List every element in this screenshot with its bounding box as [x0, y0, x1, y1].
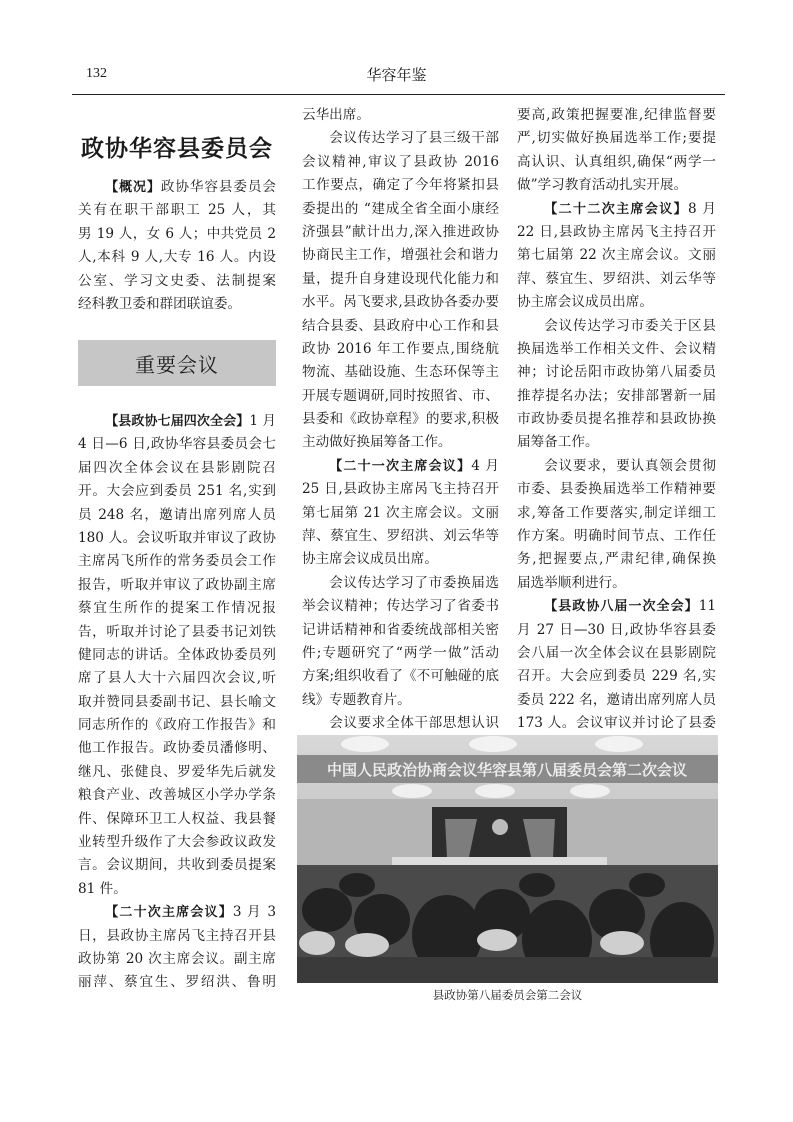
text-line: [78, 223, 276, 246]
line-text: 件、保障环卫工人权益、我县餐: [78, 810, 276, 827]
line-text: 4 月: [471, 457, 499, 474]
text-line: [78, 293, 276, 316]
text-line: [78, 761, 276, 784]
paragraph-heading: 【二十二次主席会议】: [544, 201, 689, 217]
line-text: 协主席会议成员出席。: [302, 551, 438, 568]
paragraph-heading: 【二十次主席会议】: [105, 905, 233, 921]
text-line: [78, 971, 276, 994]
text-line: [78, 457, 276, 480]
line-text: 主席呙飞所作的常务委员会工作: [78, 553, 276, 570]
line-text: 员 248 名，邀请出席列席人员: [78, 506, 276, 523]
line-text: 记讲话精神和省委统战部相关密: [302, 621, 499, 638]
text-line: [517, 151, 716, 174]
text-line: [78, 550, 276, 573]
text-line: [78, 527, 276, 550]
text-line: [302, 408, 499, 431]
line-text: 会议要求，要认真领会贯彻: [544, 457, 716, 474]
text-line: [78, 808, 276, 831]
text-line: [302, 174, 499, 197]
line-text: 会议传达学习市委关于区县: [544, 317, 716, 334]
line-text: 第七届第 22 次主席会议。文丽: [517, 247, 716, 264]
text-line: [517, 385, 716, 408]
line-text: 他工作报告。政协委员潘修明、: [78, 740, 276, 757]
text-line: [78, 714, 276, 737]
line-text: 同志所作的《政府工作报告》和: [78, 717, 276, 734]
text-line: [302, 151, 499, 174]
text-line: [517, 127, 716, 150]
text-line: [302, 268, 499, 291]
text-line: [78, 270, 276, 293]
text-line: [302, 221, 499, 244]
subsection-heading: 重要会议: [78, 340, 276, 386]
line-text: 3 月 3: [232, 904, 276, 921]
text-line: [517, 712, 716, 735]
line-text: 结合县委、县政府中心工作和县: [302, 317, 499, 334]
text-line: [302, 619, 499, 642]
text-line: [302, 431, 499, 454]
line-text: 丽萍、蔡宜生、罗绍洪、鲁明: [78, 974, 276, 991]
text-line: [302, 689, 499, 712]
line-text: 线》专题教育片。: [302, 691, 411, 708]
text-line: [78, 621, 276, 644]
text-line: [517, 221, 716, 244]
text-line: [517, 338, 716, 361]
meeting-photo: [297, 735, 718, 983]
line-text: 严,切实做好换届选举工作;要提: [517, 130, 716, 147]
text-line: [302, 665, 499, 688]
meeting-hall-image: [297, 735, 718, 983]
text-line: [78, 644, 276, 667]
text-line: [302, 315, 499, 338]
text-line: [302, 572, 499, 595]
line-text: 举会议精神；传达学习了省委书: [302, 598, 499, 615]
line-text: 会议传达学习了市委换届选: [329, 574, 499, 591]
text-line: [517, 431, 716, 454]
line-text: 人,本科 9 人,大专 16 人。内设: [78, 249, 276, 266]
line-text: 81 件。: [78, 880, 127, 897]
text-line: [302, 338, 499, 361]
page-number: 132: [86, 66, 107, 81]
text-line: [517, 408, 716, 431]
text-line: [517, 525, 716, 548]
line-text: 萍、蔡宜生、罗绍洪、刘云华等: [302, 528, 499, 545]
line-text: 25 日,县政协主席呙飞主持召开: [302, 481, 499, 498]
text-line: [517, 548, 716, 571]
line-text: 经科教卫委和群团联谊委。: [78, 295, 242, 312]
line-text: 会议要求全体干部思想认识: [329, 715, 499, 732]
line-text: 取并赞同县委副书记、县长喻文: [78, 693, 276, 710]
text-line: [78, 854, 276, 877]
line-text: 会议精神,审议了县政协 2016: [302, 153, 499, 170]
line-text: 8 月: [688, 200, 716, 217]
text-line: [78, 737, 276, 760]
line-text: 公室、学习文史委、法制提案: [78, 272, 276, 289]
line-text: 届筹备工作。: [517, 434, 599, 451]
line-text: 做”学习教育活动扎实开展。: [517, 177, 688, 194]
line-text: 政协第 20 次主席会议。副主席: [78, 950, 276, 967]
text-line: [517, 595, 716, 618]
line-text: 4 日—6 日,政协华容县委员会七: [78, 436, 276, 453]
line-text: 水平。呙飞要求,县政协各委办要: [302, 294, 499, 311]
line-text: 市政协委员提名推荐和县政协换: [517, 411, 716, 428]
line-text: 高认识、认真组织,确保“两学一: [517, 153, 716, 170]
text-line: [302, 104, 499, 127]
line-text: 继凡、张健良、罗爱华先后就发: [78, 763, 276, 780]
text-line: [78, 925, 276, 948]
line-text: 业转型升级作了大会参政议政发: [78, 834, 276, 851]
text-line: [78, 667, 276, 690]
chandelier-icon: [469, 736, 517, 752]
paragraph-heading: 【县政协八届一次全会】: [544, 599, 699, 615]
text-line: [517, 198, 716, 221]
line-text: 政协 2016 年工作要点,围绕航: [302, 340, 499, 357]
text-line: [78, 433, 276, 456]
text-line: [517, 572, 716, 595]
text-line: [302, 361, 499, 384]
line-text: 件;专题研究了“两学一做”活动: [302, 644, 499, 661]
line-text: 180 人。会议听取并审议了政协: [78, 529, 276, 546]
line-text: 云华出席。: [302, 107, 370, 123]
text-line: [302, 478, 499, 501]
line-text: 济强县”献计出力,深入推进政协: [302, 223, 499, 240]
text-line: [78, 901, 276, 924]
text-line: [517, 291, 716, 314]
line-text: 工作要点，确定了今年将紧扣县: [302, 177, 499, 194]
line-text: 男 19 人，女 6 人；中共党员 2: [78, 225, 276, 242]
text-line: [78, 199, 276, 222]
text-line: [78, 410, 276, 433]
line-text: 蔡宜生所作的提案工作情况报: [78, 600, 276, 617]
line-text: 务,把握要点,严肃纪律,确保换: [517, 551, 716, 568]
line-text: 方案;组织收看了《不可触碰的底: [302, 668, 499, 685]
text-line: [517, 665, 716, 688]
line-text: 作方案。明确时间节点、工作任: [517, 528, 716, 545]
line-text: 1 月: [249, 413, 276, 429]
text-line: [78, 574, 276, 597]
text-line: [302, 198, 499, 221]
text-line: [78, 691, 276, 714]
text-line: [302, 595, 499, 618]
line-text: 会八届一次全体会议在县影剧院: [517, 644, 716, 661]
line-text: 量，提升自身建设现代化能力和: [302, 270, 499, 287]
line-text: 萍、蔡宜生、罗绍洪、刘云华等: [517, 270, 716, 287]
line-text: 月 27 日—30 日,政协华容县委: [517, 621, 716, 638]
line-text: 言。会议期间，共收到委员提案: [78, 857, 276, 874]
line-text: 协商民主工作，增强社会和谐力: [302, 247, 499, 264]
text-line: [78, 176, 276, 199]
line-text: 县委和《政协章程》的要求,积极: [302, 411, 499, 428]
line-text: 会议传达学习了县三级干部: [329, 130, 499, 147]
text-line: [302, 525, 499, 548]
text-line: [302, 548, 499, 571]
text-line: [302, 291, 499, 314]
chandelier-icon: [341, 736, 389, 752]
text-line: [302, 127, 499, 150]
text-line: [78, 831, 276, 854]
line-text: 政协华容县委员会: [160, 179, 276, 195]
chandelier-icon: [595, 736, 643, 752]
line-text: 173 人。会议审议并讨论了县委: [517, 715, 716, 732]
line-text: 席了县人大十六届四次会议,听: [78, 670, 276, 687]
photo-caption: 县政协第八届委员会第二会议: [432, 988, 583, 1002]
line-text: 关有在职干部职工 25 人，其: [78, 202, 276, 219]
line-text: 粮食产业、改善城区小学办学条: [78, 787, 276, 804]
text-line: [302, 385, 499, 408]
column-3: [517, 104, 716, 736]
line-text: 委提出的 “建成全省全面小康经: [302, 200, 499, 217]
line-text: 开。大会应到委员 251 名,实到: [78, 483, 276, 500]
text-line: [78, 246, 276, 269]
text-line: [302, 502, 499, 525]
paragraph-heading: 【二十一次主席会议】: [329, 458, 472, 474]
text-line: [78, 878, 276, 901]
line-text: 换届选举工作相关文件、会议精: [517, 340, 716, 357]
text-line: [517, 478, 716, 501]
section-title: 政协华容县委员会: [81, 135, 273, 162]
line-text: 要高,政策把握要准,纪律监督要: [517, 107, 716, 123]
line-text: 届选举顺利进行。: [517, 574, 626, 591]
text-line: [302, 712, 499, 735]
line-text: 届四次全体会议在县影剧院召: [78, 459, 276, 476]
line-text: 22 日,县政协主席呙飞主持召开: [517, 223, 716, 240]
text-line: [517, 268, 716, 291]
column-1: [78, 410, 276, 995]
intro-paragraph: [78, 176, 276, 316]
line-text: 健同志的讲话。全体政协委员列: [78, 646, 276, 663]
text-line: [78, 948, 276, 971]
text-line: [302, 642, 499, 665]
text-line: [78, 597, 276, 620]
text-line: [302, 455, 499, 478]
text-line: [517, 689, 716, 712]
text-line: [78, 784, 276, 807]
line-text: 委员 222 名，邀请出席列席人员: [517, 691, 716, 708]
header-rule: [72, 94, 725, 95]
line-text: 召开。大会应到委员 229 名,实: [517, 668, 716, 685]
line-text: 推荐提名办法；安排部署新一届: [517, 387, 716, 404]
line-text: 告，听取并讨论了县委书记刘铁: [78, 623, 276, 640]
line-text: 开展专题调研,同时按照省、市、: [302, 387, 499, 404]
text-line: [517, 619, 716, 642]
text-line: [517, 361, 716, 384]
line-text: 协主席会议成员出席。: [517, 294, 653, 311]
text-line: [302, 244, 499, 267]
text-line: [517, 244, 716, 267]
text-line: [78, 480, 276, 503]
line-text: 11: [698, 598, 716, 615]
banner-text: 中国人民政治协商会议华容县第八届委员会第二次会议: [326, 761, 688, 779]
line-text: 报告，听取并审议了政协副主席: [78, 576, 276, 593]
line-text: 第七届第 21 次主席会议。文丽: [302, 504, 499, 521]
text-line: [78, 504, 276, 527]
text-line: [517, 315, 716, 338]
running-title: 华容年鉴: [366, 66, 427, 84]
line-text: 求,筹备工作要落实,制定详细工: [517, 504, 716, 521]
text-line: [517, 502, 716, 525]
text-line: [517, 642, 716, 665]
paragraph-heading: 【概况】: [105, 180, 161, 195]
line-text: 市委、县委换届选举工作精神要: [517, 481, 716, 498]
column-2: [302, 104, 499, 736]
text-line: [517, 104, 716, 127]
text-line: [517, 455, 716, 478]
line-text: 主动做好换届筹备工作。: [302, 434, 452, 451]
line-text: 物流、基础设施、生态环保等主: [302, 364, 499, 381]
paragraph-heading: 【县政协七届四次全会】: [105, 414, 250, 429]
text-line: [517, 174, 716, 197]
line-text: 神；讨论岳阳市政协第八届委员: [517, 364, 716, 381]
line-text: 日，县政协主席呙飞主持召开县: [78, 927, 276, 944]
